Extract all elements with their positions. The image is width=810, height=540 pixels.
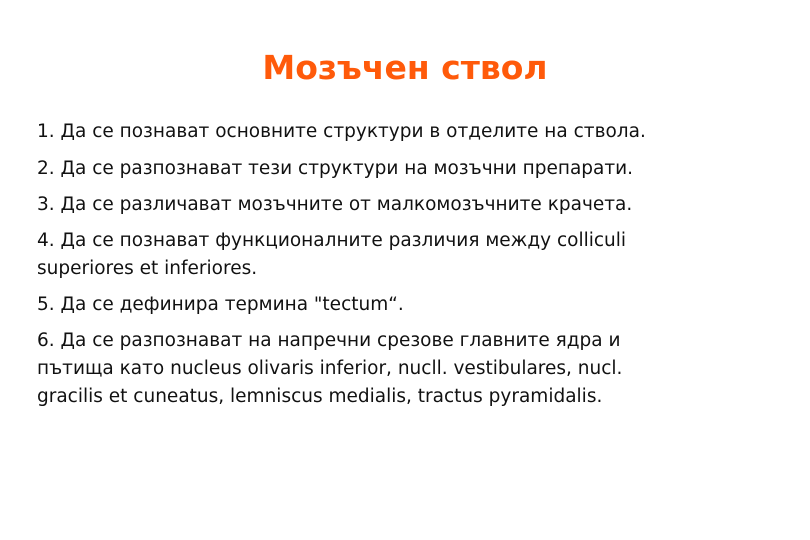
objective-item: 5. Да се дефинира термина "tectum“. xyxy=(37,294,404,315)
objective-item: 2. Да се разпознават тези структури на мозъчни препарати. xyxy=(37,158,634,179)
objective-item: 4. Да се познават функционалните различия между colliculi superiores et inferiores. xyxy=(37,230,627,279)
slide-title: Мозъчен ствол xyxy=(262,48,548,87)
objective-item: 6. Да се разпознават на напречни срезове главните ядра и пътища като nucleus olivaris inferior, nucll. vestibulares, nucl. gracilis et cuneatus, lemniscus medialis, tractus pyramidalis. xyxy=(37,330,623,407)
objective-item: 1. Да се познават основните структури в отделите на ствола. xyxy=(37,121,646,142)
objectives-list xyxy=(37,118,797,419)
objective-item: 3. Да се различават мозъчните от малкомозъчните крачета. xyxy=(37,194,633,215)
